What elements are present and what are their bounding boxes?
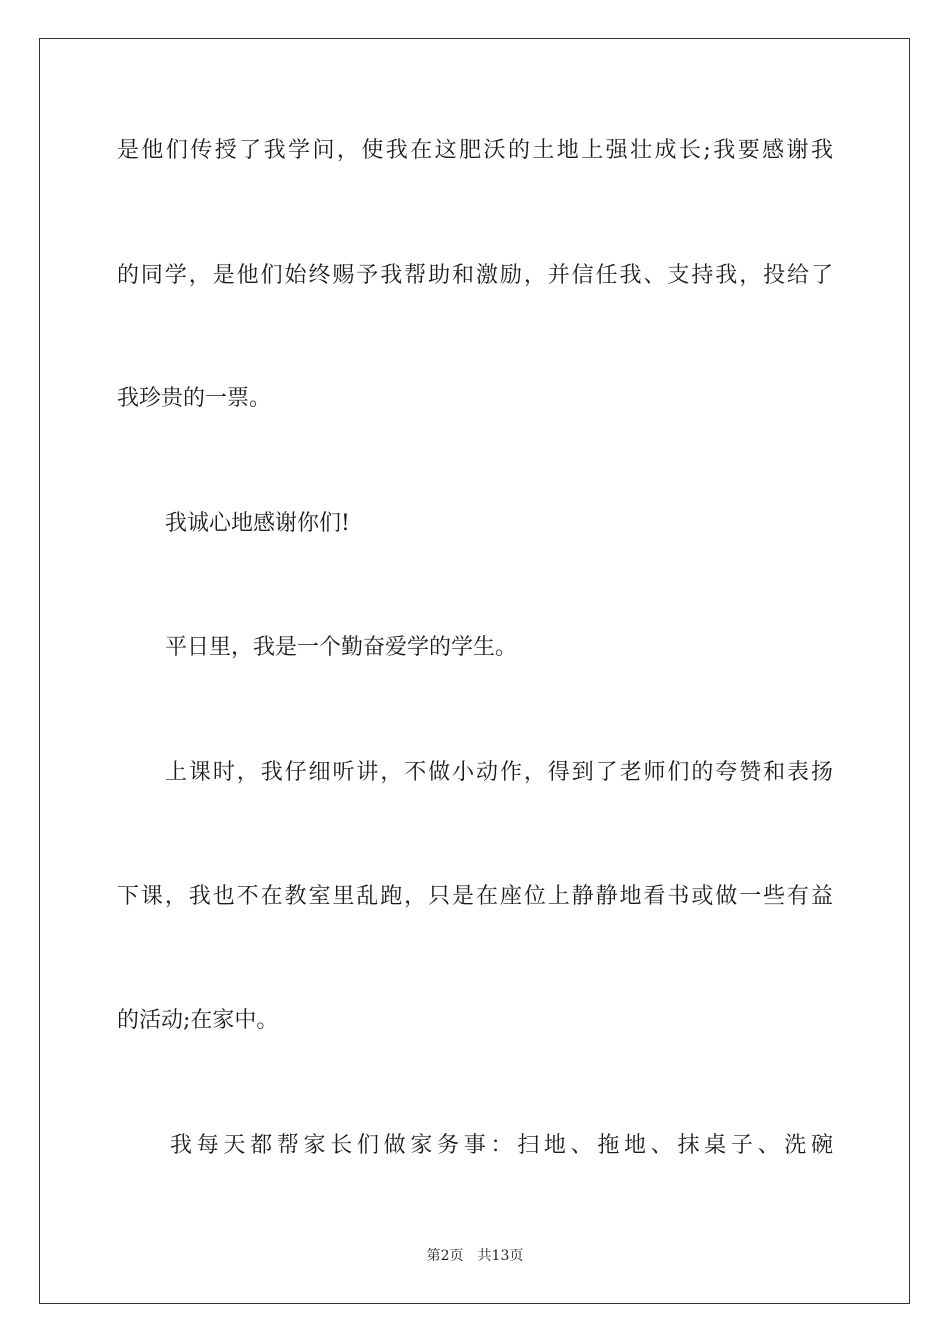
paragraph-line-3: 我珍贵的一票。 <box>117 386 272 411</box>
paragraph-line-2: 的同学，是他们始终赐予我帮助和激励，并信任我、支持我，投给了 <box>117 263 833 288</box>
paragraph-line-7: 下课，我也不在教室里乱跑，只是在座位上静静地看书或做一些有益 <box>117 884 833 909</box>
paragraph-line-1: 是他们传授了我学问，使我在这肥沃的土地上强壮成长;我要感谢我 <box>117 138 833 163</box>
paragraph-line-9: 我每天都帮家长们做家务事：扫地、拖地、抹桌子、洗碗 <box>170 1133 833 1158</box>
paragraph-line-6: 上课时，我仔细听讲，不做小动作，得到了老师们的夸赞和表扬 <box>165 760 833 785</box>
page-footer <box>0 1247 950 1265</box>
paragraph-line-8: 的活动;在家中。 <box>117 1008 279 1033</box>
page-total: 共13页 <box>477 1248 524 1264</box>
paragraph-line-4: 我诚心地感谢你们! <box>165 511 350 536</box>
paragraph-line-5: 平日里，我是一个勤奋爱学的学生。 <box>165 635 518 660</box>
page-border <box>39 38 910 1304</box>
page-number: 第2页 <box>426 1248 464 1264</box>
